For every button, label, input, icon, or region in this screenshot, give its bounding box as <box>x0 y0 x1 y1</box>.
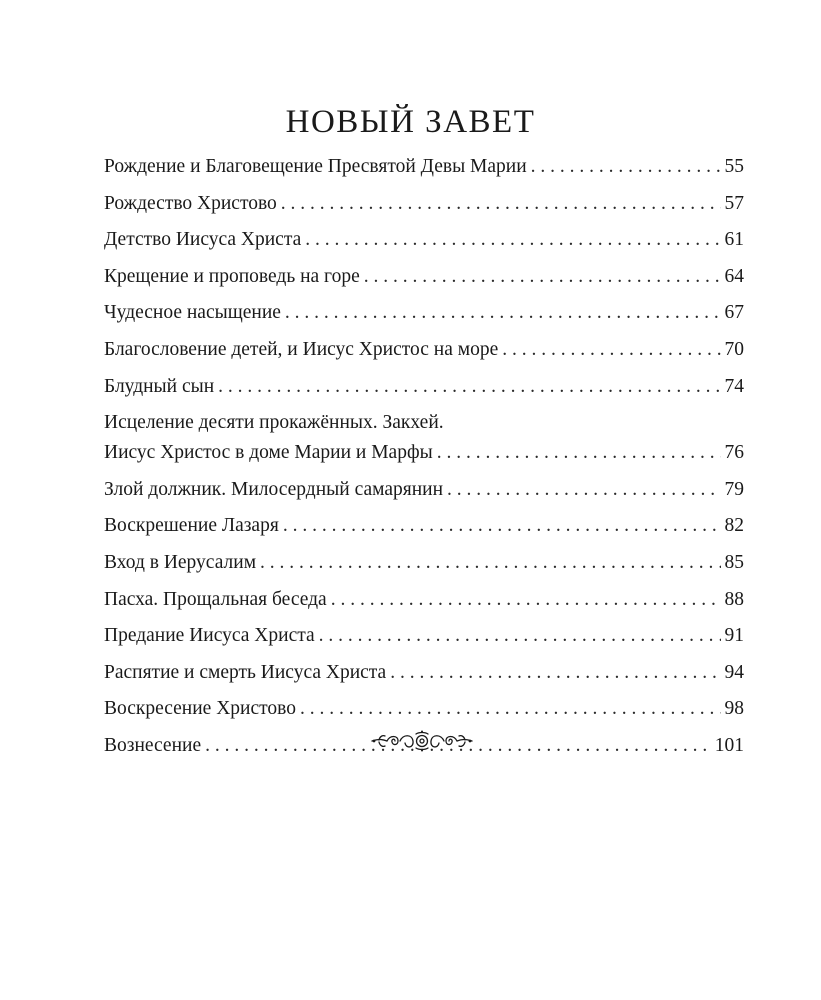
toc-entry[interactable] <box>104 658 744 688</box>
dot-leader <box>390 658 720 688</box>
entry-title: Вход в Иерусалим <box>104 551 257 573</box>
page-number: 67 <box>724 302 744 324</box>
entry-title: Крещение и проповедь на горе <box>104 265 360 287</box>
toc-entry[interactable] <box>104 225 744 255</box>
entry-title: Воскрешение Лазаря <box>104 515 279 537</box>
page-number: 85 <box>724 551 744 573</box>
page-number: 94 <box>724 661 744 683</box>
toc-entry[interactable] <box>104 372 744 402</box>
page-number: 98 <box>724 698 744 720</box>
dot-leader <box>260 548 720 578</box>
toc-entry[interactable] <box>104 511 744 541</box>
entry-title-first-line: Исцеление десяти прокажённых. Закхей. <box>104 412 444 434</box>
dot-leader <box>305 225 720 255</box>
dot-leader <box>364 262 721 292</box>
entry-title: Распятие и смерть Иисуса Христа <box>104 661 387 683</box>
entry-title: Рождество Христово <box>104 192 277 214</box>
page-number: 88 <box>724 588 744 610</box>
entry-title: Рождение и Благовещение Пресвятой Девы Марии <box>104 156 527 177</box>
toc-entry[interactable] <box>104 262 744 292</box>
entry-title: Вознесение <box>104 734 202 756</box>
dot-leader <box>218 372 720 402</box>
entry-title: Благословение детей, и Иисус Христос на море <box>104 338 499 360</box>
page-number: 74 <box>724 375 744 397</box>
page-number: 70 <box>724 338 744 360</box>
dot-leader <box>437 438 721 468</box>
dot-leader <box>285 298 721 328</box>
entry-title: Чудесное насыщение <box>104 302 281 324</box>
dot-leader <box>447 475 720 505</box>
page-number: 91 <box>724 625 744 647</box>
toc-entry[interactable] <box>104 694 744 724</box>
toc-entry[interactable] <box>104 189 744 219</box>
entry-title: Пасха. Прощальная беседа <box>104 588 327 610</box>
entry-title: Блудный сын <box>104 375 215 397</box>
page-number: 64 <box>724 265 744 287</box>
dot-leader <box>281 189 721 219</box>
dot-leader <box>300 694 721 724</box>
page-number: 61 <box>724 229 744 251</box>
dot-leader <box>502 335 720 365</box>
page-number: 101 <box>714 734 744 756</box>
section-title: НОВЫЙ ЗАВЕТ <box>285 104 536 140</box>
dot-leader <box>531 152 721 182</box>
toc-entry[interactable] <box>104 621 744 651</box>
dot-leader <box>283 511 721 541</box>
page-number: 57 <box>724 192 744 214</box>
entry-title: Злой должник. Милосердный самарянин <box>104 478 444 500</box>
toc-entry[interactable] <box>104 585 744 615</box>
entry-title: Детство Иисуса Христа <box>104 229 302 251</box>
page-number: 76 <box>724 442 744 464</box>
dot-leader <box>319 621 721 651</box>
page-number: 82 <box>724 515 744 537</box>
page-number: 55 <box>724 156 744 177</box>
toc-entry[interactable] <box>104 475 744 505</box>
table-of-contents <box>104 152 744 768</box>
entry-title: Воскресение Христово <box>104 698 296 720</box>
toc-entry[interactable] <box>104 408 744 468</box>
floral-divider-icon <box>370 728 474 754</box>
dot-leader <box>331 585 721 615</box>
entry-title: Предание Иисуса Христа <box>104 625 315 647</box>
entry-title: Иисус Христос в доме Марии и Марфы <box>104 442 433 464</box>
page-number: 79 <box>724 478 744 500</box>
toc-entry[interactable] <box>104 298 744 328</box>
toc-entry[interactable] <box>104 335 744 365</box>
toc-entry[interactable] <box>104 152 744 182</box>
toc-entry[interactable] <box>104 548 744 578</box>
